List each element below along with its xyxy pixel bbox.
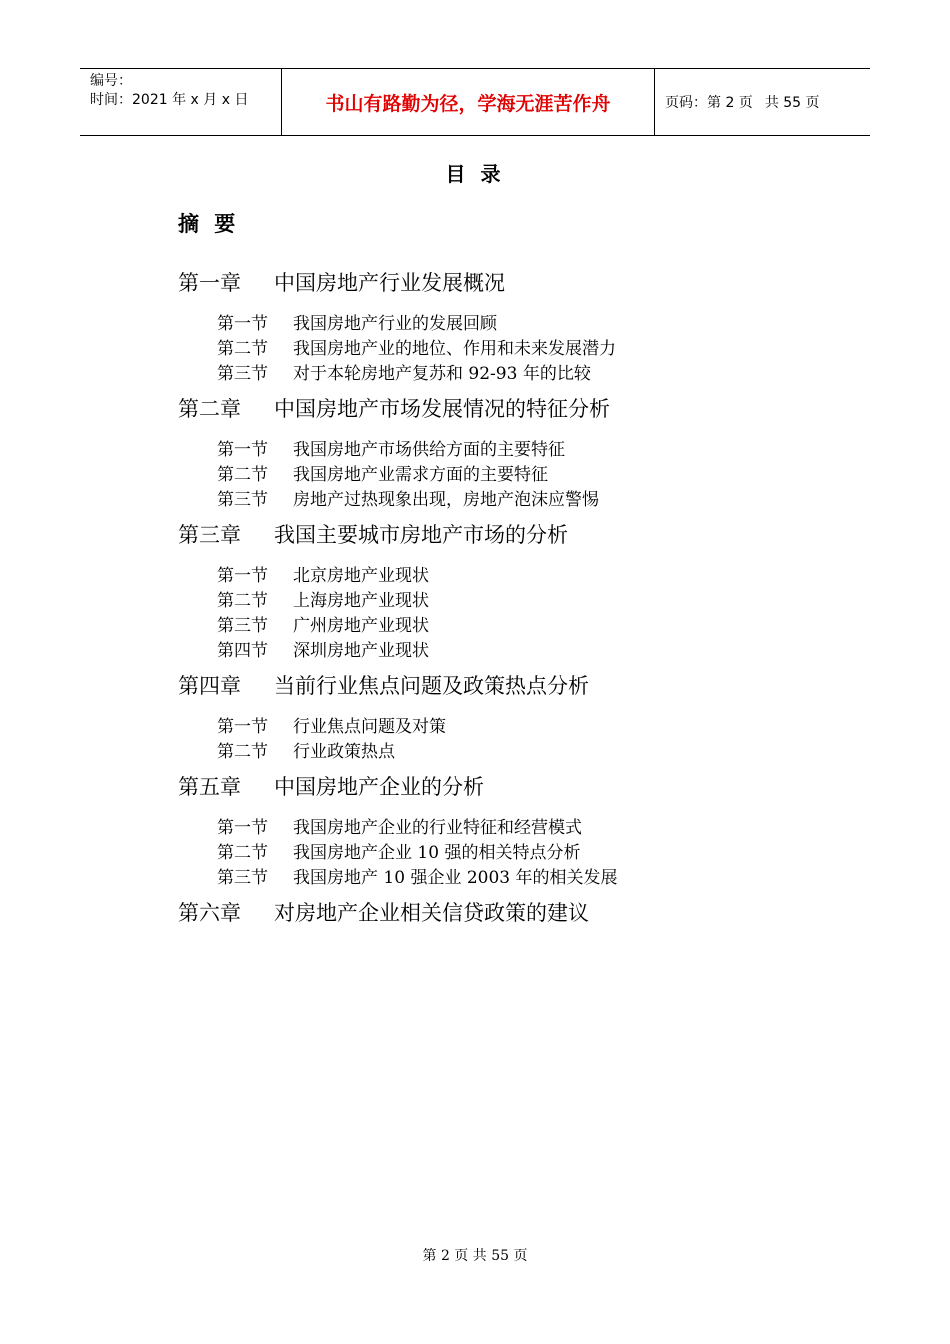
chapter-title: 我国主要城市房地产市场的分析 — [274, 523, 568, 547]
chapter-number: 第六章 — [178, 901, 241, 925]
section-title: 对于本轮房地产复苏和 92-93 年的比较 — [293, 364, 591, 384]
abstract-heading: 摘 要 — [178, 212, 240, 236]
chapter-title: 中国房地产市场发展情况的特征分析 — [274, 397, 610, 421]
chapter-heading[interactable] — [178, 898, 878, 928]
section-number: 第一节 — [217, 314, 268, 334]
section-number: 第一节 — [217, 440, 268, 460]
chapter-heading[interactable] — [178, 520, 878, 550]
section-item[interactable] — [178, 589, 878, 614]
section-item[interactable] — [178, 488, 878, 513]
chapter-title: 中国房地产行业发展概况 — [274, 271, 505, 295]
header-page-info — [655, 69, 870, 135]
header-motto: 书山有路勤为径，学海无涯苦作舟 — [282, 69, 655, 135]
section-list — [178, 312, 878, 387]
section-title: 我国房地产行业的发展回顾 — [293, 314, 497, 334]
section-list — [178, 816, 878, 891]
chapter-heading[interactable] — [178, 671, 878, 701]
section-number: 第一节 — [217, 717, 268, 737]
header-meta — [80, 69, 282, 135]
section-title: 我国房地产企业的行业特征和经营模式 — [293, 818, 582, 838]
section-item[interactable] — [178, 463, 878, 488]
section-number: 第二节 — [217, 591, 268, 611]
section-title: 我国房地产 10 强企业 2003 年的相关发展 — [293, 868, 618, 888]
page-header — [80, 68, 870, 136]
section-number: 第四节 — [217, 641, 268, 661]
section-item[interactable] — [178, 816, 878, 841]
section-list — [178, 564, 878, 664]
section-number: 第一节 — [217, 818, 268, 838]
header-page-label: 页码：第 2 页 — [665, 95, 753, 111]
chapter-heading[interactable] — [178, 394, 878, 424]
section-list — [178, 438, 878, 513]
section-title: 广州房地产业现状 — [293, 616, 429, 636]
chapter-number: 第三章 — [178, 523, 241, 547]
section-number: 第一节 — [217, 566, 268, 586]
section-item[interactable] — [178, 312, 878, 337]
section-title: 深圳房地产业现状 — [293, 641, 429, 661]
section-title: 房地产过热现象出现，房地产泡沫应警惕 — [293, 490, 599, 510]
section-item[interactable] — [178, 564, 878, 589]
section-number: 第二节 — [217, 742, 268, 762]
section-number: 第三节 — [217, 868, 268, 888]
section-item[interactable] — [178, 337, 878, 362]
chapter-title: 中国房地产企业的分析 — [274, 775, 484, 799]
section-item[interactable] — [178, 715, 878, 740]
section-item[interactable] — [178, 614, 878, 639]
toc-chapter-list — [178, 268, 878, 942]
section-item[interactable] — [178, 438, 878, 463]
section-item[interactable] — [178, 362, 878, 387]
section-list — [178, 715, 878, 765]
chapter-heading[interactable] — [178, 268, 878, 298]
chapter-number: 第四章 — [178, 674, 241, 698]
section-item[interactable] — [178, 740, 878, 765]
section-title: 北京房地产业现状 — [293, 566, 429, 586]
section-title: 我国房地产市场供给方面的主要特征 — [293, 440, 565, 460]
toc-title: 目 录 — [445, 162, 505, 186]
section-number: 第三节 — [217, 616, 268, 636]
chapter-number: 第二章 — [178, 397, 241, 421]
section-number: 第二节 — [217, 339, 268, 359]
chapter-title: 当前行业焦点问题及政策热点分析 — [274, 674, 589, 698]
section-number: 第三节 — [217, 490, 268, 510]
section-title: 行业焦点问题及对策 — [293, 717, 446, 737]
chapter-heading[interactable] — [178, 772, 878, 802]
header-total-label: 共 55 页 — [764, 95, 820, 111]
code-label: 编号： — [90, 73, 132, 89]
section-title: 我国房地产业需求方面的主要特征 — [293, 465, 548, 485]
page-footer: 第 2 页 共 55 页 — [422, 1248, 528, 1264]
section-title: 我国房地产企业 10 强的相关特点分析 — [293, 843, 581, 863]
time-label: 时间：2021 年 x 月 x 日 — [90, 92, 249, 108]
section-item[interactable] — [178, 866, 878, 891]
section-number: 第三节 — [217, 364, 268, 384]
section-title: 行业政策热点 — [293, 742, 395, 762]
section-number: 第二节 — [217, 465, 268, 485]
section-title: 上海房地产业现状 — [293, 591, 429, 611]
section-number: 第二节 — [217, 843, 268, 863]
section-item[interactable] — [178, 639, 878, 664]
chapter-number: 第五章 — [178, 775, 241, 799]
chapter-title: 对房地产企业相关信贷政策的建议 — [274, 901, 589, 925]
section-item[interactable] — [178, 841, 878, 866]
section-title: 我国房地产业的地位、作用和未来发展潜力 — [293, 339, 616, 359]
chapter-number: 第一章 — [178, 271, 241, 295]
